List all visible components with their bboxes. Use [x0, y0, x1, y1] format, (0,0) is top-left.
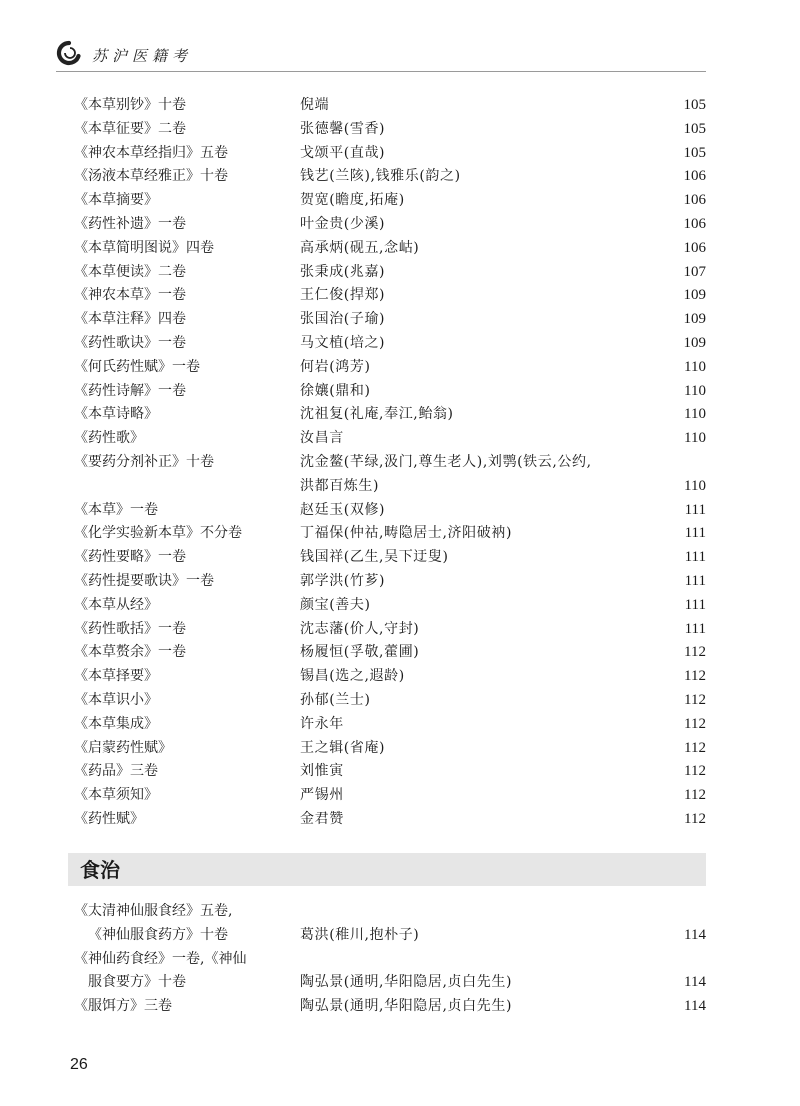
section-heading-band [68, 853, 706, 886]
entry-author: 陶弘景(通明,华阳隐居,贞白先生) [300, 998, 513, 1015]
entry-title: 《神仙药食经》一卷,《神仙 [74, 950, 247, 967]
entry-title: 《本草注释》四卷 [74, 311, 186, 328]
entry-author: 高承炳(砚五,念岵) [300, 239, 420, 256]
entry-author: 沈祖复(礼庵,奉江,鲐翁) [300, 406, 454, 423]
circle-swirl-logo-icon [56, 40, 82, 66]
index-entry [74, 499, 706, 523]
entry-page: 110 [684, 430, 706, 447]
header-rule [56, 71, 706, 72]
entry-author: 郭学洪(竹芗) [300, 572, 386, 589]
entry-page: 112 [684, 691, 706, 708]
page-number: 26 [70, 1056, 88, 1073]
entry-author: 锡昌(选之,遐龄) [300, 668, 405, 685]
entry-page: 111 [684, 525, 706, 542]
index-entry [74, 118, 706, 142]
entry-author: 王之辑(省庵) [300, 739, 386, 756]
index-entry [74, 594, 706, 618]
index-entry [74, 808, 706, 832]
entry-author: 何岩(鸿芳) [300, 358, 371, 375]
index-entry [74, 308, 706, 332]
index-entry [74, 900, 706, 948]
entry-title: 《药性歌诀》一卷 [74, 334, 186, 351]
entry-page: 111 [684, 620, 706, 637]
entry-author: 马文植(培之) [300, 334, 386, 351]
entry-title: 《本草征要》二卷 [74, 120, 186, 137]
entry-title: 《汤液本草经雅正》十卷 [74, 168, 228, 185]
entry-title: 《要药分剂补正》十卷 [74, 453, 214, 470]
entry-title: 《神农本草》一卷 [74, 287, 186, 304]
entry-author: 丁福保(仲祜,畴隐居士,济阳破衲) [300, 525, 513, 542]
index-entry [74, 332, 706, 356]
entry-author: 颜宝(善夫) [300, 596, 371, 613]
entry-page: 105 [683, 120, 706, 137]
index-entry [74, 284, 706, 308]
entry-author: 沈金鳌(芊绿,汲门,尊生老人),刘鹗(铁云,公约, [300, 453, 592, 470]
entry-author: 张德馨(雪香) [300, 120, 386, 137]
entry-page: 112 [684, 763, 706, 780]
entry-page: 114 [684, 974, 706, 991]
index-entry [74, 356, 706, 380]
entry-page: 107 [683, 263, 706, 280]
index-entry [74, 737, 706, 761]
entry-title: 《本草识小》 [74, 691, 158, 708]
entry-page: 110 [684, 382, 706, 399]
index-entry [74, 641, 706, 665]
entry-page: 112 [684, 644, 706, 661]
entry-page: 111 [684, 549, 706, 566]
entry-author: 杨履恒(孚敬,藿圃) [300, 644, 420, 661]
index-entry [74, 784, 706, 808]
entry-title: 《化学实验新本草》不分卷 [74, 525, 242, 542]
index-entry [74, 213, 706, 237]
index-entry [74, 522, 706, 546]
entry-page: 114 [684, 926, 706, 943]
entry-title: 《何氏药性赋》一卷 [74, 358, 200, 375]
entry-author: 许永年 [300, 715, 344, 732]
entry-page: 105 [683, 97, 706, 113]
entry-page: 114 [684, 998, 706, 1015]
index-entry [74, 995, 706, 1019]
running-header [56, 38, 706, 72]
entry-title: 《本草》一卷 [74, 501, 158, 518]
entry-title-continued: 服食要方》十卷 [88, 974, 186, 991]
entry-title: 《本草须知》 [74, 787, 158, 804]
index-entry [74, 665, 706, 689]
entry-page: 109 [683, 311, 706, 328]
entry-page: 112 [684, 810, 706, 827]
entry-title: 《本草从经》 [74, 596, 158, 613]
entry-title: 《服饵方》三卷 [74, 998, 172, 1015]
entry-title: 《药性歌》 [74, 430, 144, 447]
entry-page: 110 [684, 477, 706, 494]
entry-author: 金君赞 [300, 810, 344, 827]
entry-title: 《本草赘余》一卷 [74, 644, 186, 661]
entry-title: 《本草便读》二卷 [74, 263, 186, 280]
entry-page: 110 [684, 358, 706, 375]
entry-author: 汝昌言 [300, 430, 344, 447]
entry-title: 《药品》三卷 [74, 763, 158, 780]
section-title: 食治 [80, 858, 120, 882]
entry-title: 《本草择要》 [74, 668, 158, 685]
index-entries-food-therapy [74, 900, 706, 1019]
entry-title: 《太清神仙服食经》五卷, [74, 903, 233, 919]
index-entry [74, 760, 706, 784]
index-entry [74, 948, 706, 996]
index-entry [74, 380, 706, 404]
entry-title: 《药性歌括》一卷 [74, 620, 186, 637]
index-entry [74, 261, 706, 285]
entry-page: 112 [684, 668, 706, 685]
entry-author: 倪端 [300, 97, 330, 113]
index-entry [74, 618, 706, 642]
entry-title: 《神农本草经指归》五卷 [74, 144, 228, 161]
entry-page: 105 [683, 144, 706, 161]
index-entries-main [74, 94, 706, 832]
index-entry [74, 427, 706, 451]
entry-author: 孙郁(兰士) [300, 691, 371, 708]
entry-page: 111 [684, 572, 706, 589]
entry-author: 刘惟寅 [300, 763, 344, 780]
entry-page: 106 [683, 215, 706, 232]
index-entry [74, 94, 706, 118]
entry-page: 111 [684, 596, 706, 613]
entry-author: 贺宽(瞻度,拓庵) [300, 192, 405, 209]
entry-page: 109 [683, 287, 706, 304]
entry-author: 钱艺(兰陔),钱雅乐(韵之) [300, 168, 461, 185]
entry-author: 叶金贵(少溪) [300, 215, 386, 232]
entry-title: 《本草别钞》十卷 [74, 97, 186, 113]
index-entry [74, 689, 706, 713]
entry-page: 106 [683, 192, 706, 209]
entry-author-continued: 洪都百炼生) [300, 477, 380, 494]
index-entry [74, 403, 706, 427]
index-entry [74, 189, 706, 213]
entry-author: 张国治(子瑜) [300, 311, 386, 328]
index-entry [74, 142, 706, 166]
entry-title: 《启蒙药性赋》 [74, 739, 172, 756]
entry-title: 《药性诗解》一卷 [74, 382, 186, 399]
entry-author: 张秉成(兆嘉) [300, 263, 386, 280]
entry-title: 《药性补遗》一卷 [74, 215, 186, 232]
series-title: 苏沪医籍考 [92, 47, 193, 65]
entry-author: 钱国祥(乙生,吴下迂叟) [300, 549, 449, 566]
entry-page: 111 [684, 501, 706, 518]
index-entry [74, 165, 706, 189]
index-entry [74, 546, 706, 570]
entry-title: 《本草摘要》 [74, 192, 158, 209]
entry-author: 严锡州 [300, 787, 344, 804]
entry-page: 106 [683, 239, 706, 256]
entry-title: 《本草简明图说》四卷 [74, 239, 214, 256]
entry-author: 戈颂平(直哉) [300, 144, 386, 161]
index-entry [74, 237, 706, 261]
entry-title-continued: 《神仙服食药方》十卷 [88, 926, 228, 943]
entry-page: 112 [684, 739, 706, 756]
entry-page: 106 [683, 168, 706, 185]
entry-title: 《药性要略》一卷 [74, 549, 186, 566]
entry-page: 109 [683, 334, 706, 351]
entry-author: 葛洪(稚川,抱朴子) [300, 926, 420, 943]
entry-title: 《本草集成》 [74, 715, 158, 732]
entry-author: 王仁俊(捍郑) [300, 287, 386, 304]
entry-title: 《药性提要歌诀》一卷 [74, 572, 214, 589]
entry-author: 沈志藩(价人,守封) [300, 620, 420, 637]
entry-author: 徐孃(鼎和) [300, 382, 371, 399]
entry-title: 《药性赋》 [74, 810, 144, 827]
entry-author: 陶弘景(通明,华阳隐居,贞白先生) [300, 974, 513, 991]
entry-page: 110 [684, 406, 706, 423]
index-entry [74, 713, 706, 737]
entry-page: 112 [684, 787, 706, 804]
index-entry [74, 570, 706, 594]
index-entry [74, 451, 706, 499]
entry-title: 《本草诗略》 [74, 406, 158, 423]
entry-page: 112 [684, 715, 706, 732]
entry-author: 赵廷玉(双修) [300, 501, 386, 518]
